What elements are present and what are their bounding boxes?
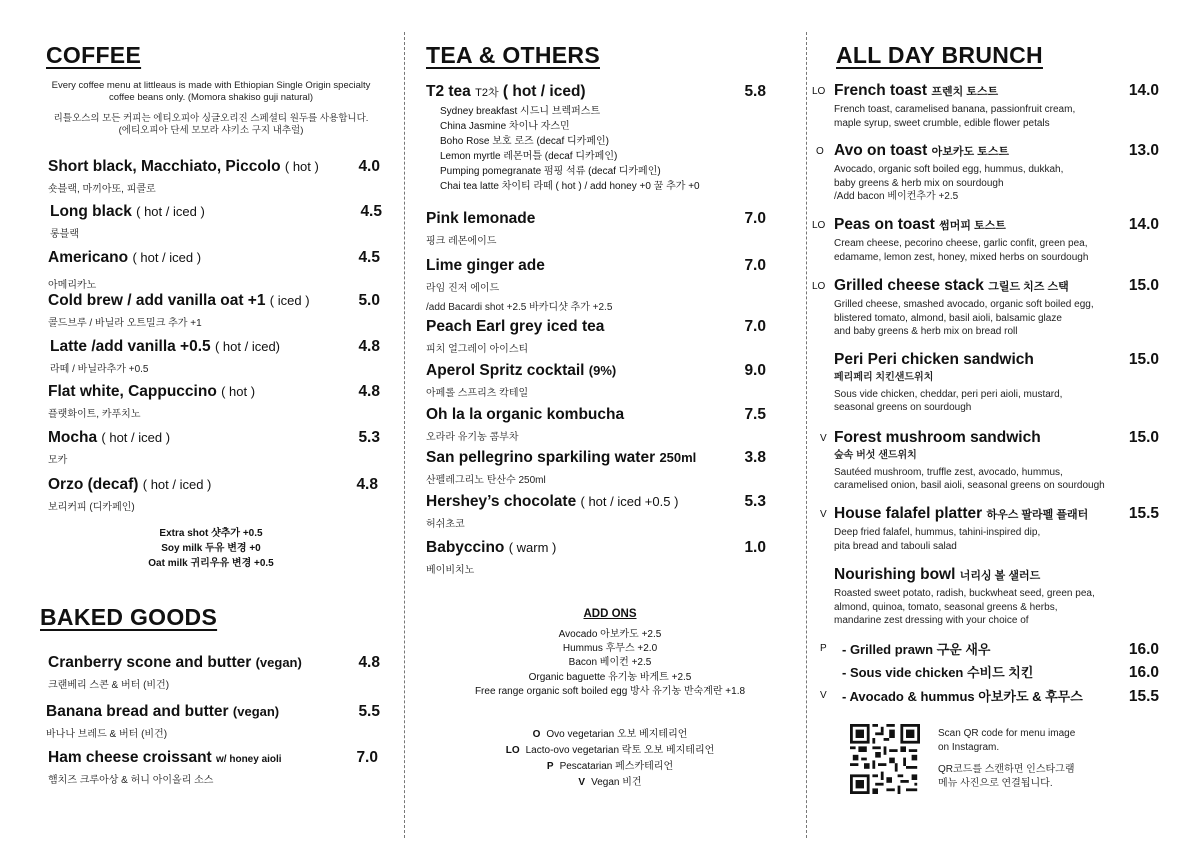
item-price: 3.8: [744, 449, 766, 466]
item-price: 5.8: [744, 83, 766, 100]
item-korean: 햄치즈 크루아상 & 허니 아이올리 소스: [48, 775, 214, 786]
item-korean: 바나나 브레드 & 버터 (비건): [46, 729, 168, 740]
t2-varieties: Sydney breakfast 시드니 브렉퍼스트 China Jasmine 차이나 자스민 Boho Rose 보호 로즈 (decaf 디카페인) Lemon myrtle 레몬머틀 (decaf 디카페인) Pumping pomegranate 펌핑 석류 (decaf 디카페인) Chai tea latte 차이티 라떼 ( hot ) / add honey +0 꿀 추가 +0: [440, 106, 700, 192]
item-description: Roasted sweet potato, radish, buckwheat seed, green pea, almond, quinoa, tomato, seasonal greens & herbs, mandarine zest dressing with your choice of: [834, 588, 1095, 626]
item-korean: 오라라 유기농 콤부차: [426, 432, 519, 443]
bowl-choice: [820, 686, 1159, 706]
item-name: Aperol Spritz cocktail (9%): [426, 362, 617, 379]
item-name: Peas on toast 썸머피 토스트: [834, 216, 1006, 233]
item-price: 7.0: [356, 749, 378, 766]
item-korean: 롱블랙: [50, 229, 79, 240]
drink-item: [426, 210, 766, 247]
diet-tag: O: [816, 146, 824, 157]
drink-item: [426, 406, 766, 443]
legend-row: O Ovo vegetarian 오보 베지테리언: [532, 729, 688, 740]
coffee-item: [48, 476, 378, 513]
item-price: 4.0: [358, 158, 380, 175]
item-name: Oh la la organic kombucha: [426, 406, 625, 423]
item-name: Banana bread and butter (vegan): [46, 703, 280, 720]
item-price: 5.5: [358, 703, 380, 720]
brunch-item: [812, 82, 1159, 130]
brunch-item: [812, 277, 1159, 339]
column-divider-right: [806, 32, 807, 838]
legend-row: LO Lacto-ovo vegetarian 락토 오보 베지테리언: [505, 745, 715, 756]
item-name: House falafel platter 하우스 팔라펠 플래터: [834, 505, 1089, 522]
add-ons-title: ADD ONS: [583, 608, 637, 620]
drink-item: [426, 362, 766, 399]
item-name: Latte /add vanilla +0.5 ( hot / iced): [50, 338, 281, 355]
item-korean: 핑크 레몬에이드: [426, 236, 497, 247]
item-name: T2 tea T2차 ( hot / iced): [426, 83, 586, 100]
coffee-note-kr1: 리틀오스의 모든 커피는 에티오피아 싱글오리진 스페셜티 원두를 사용합니다.: [53, 113, 369, 124]
item-price: 15.0: [1128, 429, 1159, 446]
item-price: 7.0: [744, 318, 766, 335]
item-korean: 허쉬초코: [426, 519, 465, 530]
item-korean: 베이비치노: [426, 565, 475, 576]
item-price: 9.0: [744, 362, 766, 379]
item-korean: 모카: [48, 455, 68, 466]
addon-line: Free range organic soft boiled egg 방사 유기농 반숙계란 +1.8: [474, 685, 746, 697]
coffee-note-kr2: (에티오피아 단세 모모라 샤키소 구지 내추럴): [118, 125, 304, 136]
item-price: 16.0: [1128, 664, 1159, 681]
item-price: 15.5: [1128, 505, 1159, 522]
brunch-item: [812, 216, 1159, 264]
coffee-item: [48, 292, 380, 329]
t2-tea-item: [426, 83, 766, 194]
coffee-item: [48, 158, 380, 195]
item-price: 7.5: [744, 406, 766, 423]
drink-item: [426, 493, 766, 530]
item-name: Ham cheese croissant w/ honey aioli: [48, 749, 282, 766]
drink-item: [426, 318, 766, 355]
item-name: Avo on toast 아보카도 토스트: [834, 142, 1010, 159]
item-name: - Avocado & hummus 아보카도 & 후무스: [842, 689, 1083, 704]
item-name: San pellegrino sparkiling water 250ml: [426, 449, 697, 466]
drink-item: [426, 539, 766, 576]
column-divider-left: [404, 32, 405, 838]
item-name: Nourishing bowl 너리싱 볼 샐러드: [834, 566, 1041, 583]
coffee-item: [48, 249, 380, 291]
qr-code-icon[interactable]: [850, 724, 920, 794]
item-name: Short black, Macchiato, Piccolo ( hot ): [48, 158, 319, 175]
diet-tag: LO: [812, 281, 826, 292]
coffee-item: [50, 338, 380, 375]
diet-tag: V: [820, 433, 827, 444]
item-price: 14.0: [1128, 216, 1159, 233]
item-name: Americano ( hot / iced ): [48, 249, 202, 266]
brunch-item: [820, 429, 1159, 493]
item-korean: 산펠레그리노 탄산수 250ml: [426, 475, 546, 486]
item-price: 13.0: [1128, 142, 1159, 159]
add-ons-list: [424, 628, 796, 699]
diet-tag: LO: [812, 220, 826, 231]
item-description: Deep fried falafel, hummus, tahini-inspired dip, pita bread and tabouli salad: [834, 527, 1041, 552]
item-name: Pink lemonade: [426, 210, 536, 227]
drink-item: [426, 449, 766, 486]
drink-item: [426, 257, 766, 313]
item-name: Cold brew / add vanilla oat +1 ( iced ): [48, 292, 310, 309]
item-name: Peach Earl grey iced tea: [426, 318, 605, 335]
item-name: Cranberry scone and butter (vegan): [48, 654, 302, 671]
item-price: 5.0: [358, 292, 380, 309]
item-name: Babyccino ( warm ): [426, 539, 557, 556]
coffee-item: [48, 429, 380, 466]
item-name: Lime ginger ade: [426, 257, 545, 274]
baked-goods-title: BAKED GOODS: [40, 604, 218, 630]
legend-row: V Vegan 비건: [578, 777, 642, 788]
item-name: - Sous vide chicken 수비드 치킨: [842, 665, 1034, 680]
coffee-title: COFFEE: [46, 42, 142, 68]
item-price: 4.8: [358, 383, 380, 400]
item-price: 4.5: [358, 249, 380, 266]
addon-line: Hummus 후무스 +2.0: [562, 643, 658, 655]
item-korean: 보리커피 (디카페인): [48, 502, 135, 513]
brunch-item: [834, 351, 1159, 415]
diet-legend: [424, 727, 796, 791]
extra-line: Soy milk 두유 변경 +0: [161, 543, 261, 554]
item-description: Grilled cheese, smashed avocado, organic soft boiled egg, blistered tomato, almond, basil aioli, balsamic glaze and baby greens & herb mix on bread roll: [834, 299, 1094, 337]
item-korean: 플랫화이트, 카푸치노: [48, 409, 141, 420]
item-name: Mocha ( hot / iced ): [48, 429, 171, 446]
tea-title: TEA & OTHERS: [426, 42, 600, 68]
item-korean: 라떼 / 바닐라추가 +0.5: [50, 364, 149, 375]
item-price: 4.8: [358, 338, 380, 355]
item-addon: /add Bacardi shot +2.5 바카디샷 추가 +2.5: [426, 302, 613, 313]
item-price: 14.0: [1128, 82, 1159, 99]
item-description: Sautéed mushroom, truffle zest, avocado, hummus, caramelised onion, basil aioli, seasonal greens on sourdough: [834, 466, 1105, 491]
nourishing-bowl: [834, 566, 1159, 628]
brunch-item: [820, 505, 1159, 553]
item-price: 4.8: [358, 654, 380, 671]
brunch-title: ALL DAY BRUNCH: [836, 42, 1043, 68]
diet-tag: V: [820, 509, 827, 520]
item-korean: 숲속 버섯 샌드위치: [834, 450, 917, 461]
item-korean: 크랜베리 스콘 & 버터 (비건): [48, 680, 170, 691]
item-price: 7.0: [744, 210, 766, 227]
item-description: Sous vide chicken, cheddar, peri peri aioli, mustard, seasonal greens on sourdough: [834, 388, 1063, 413]
item-korean: 피치 얼그레이 아이스티: [426, 344, 529, 355]
item-price: 5.3: [358, 429, 380, 446]
extra-line: Extra shot 샷추가 +0.5: [159, 528, 263, 539]
item-price: 15.5: [1128, 688, 1159, 705]
item-korean: 아메리카노: [48, 280, 97, 291]
coffee-extras: [40, 526, 382, 571]
bowl-choice: [820, 639, 1159, 659]
diet-tag: LO: [812, 86, 826, 97]
item-name: Long black ( hot / iced ): [50, 203, 205, 220]
item-price: 1.0: [744, 539, 766, 556]
item-description: Cream cheese, pecorino cheese, garlic confit, green pea, edamame, lemon zest, honey, mixed herbs on sourdough: [834, 238, 1089, 263]
extra-line: Oat milk 귀리우유 변경 +0.5: [148, 558, 274, 569]
item-name: Orzo (decaf) ( hot / iced ): [48, 476, 212, 493]
baked-item: [48, 749, 378, 786]
item-description: French toast, caramelised banana, passionfruit cream, maple syrup, sweet crumble, edible flower petals: [834, 104, 1076, 129]
baked-item: [46, 703, 380, 740]
item-price: 4.5: [360, 203, 382, 220]
item-price: 5.3: [744, 493, 766, 510]
item-korean: 라임 진저 에이드: [426, 283, 500, 294]
item-korean: 아페롤 스프리츠 칵테일: [426, 388, 529, 399]
legend-row: P Pescatarian 페스카테리언: [546, 761, 674, 772]
item-name: French toast 프렌치 토스트: [834, 82, 999, 99]
item-name: Peri Peri chicken sandwich: [834, 351, 1034, 368]
qr-caption: Scan QR code for menu image on Instagram. QR코드를 스캔하면 인스타그램 메뉴 사진으로 연결됩니다.: [938, 728, 1076, 789]
add-ons-section: [424, 608, 796, 699]
item-name: Grilled cheese stack 그릴드 치즈 스택: [834, 277, 1069, 294]
item-name: - Grilled prawn 구운 새우: [842, 642, 991, 657]
item-description: Avocado, organic soft boiled egg, hummus, dukkah, baby greens & herb mix on sourdough /Add bacon 베이컨추가 +2.5: [834, 164, 1064, 202]
addon-line: Bacon 베이컨 +2.5: [568, 657, 652, 669]
coffee-note-en: Every coffee menu at littleaus is made with Ethiopian Single Origin specialty coffee beans only. (Momora shakiso guji natural): [51, 80, 371, 103]
bowl-choice: [842, 662, 1159, 682]
item-price: 4.8: [356, 476, 378, 493]
item-price: 15.0: [1128, 277, 1159, 294]
brunch-item: [816, 142, 1159, 204]
item-price: 16.0: [1128, 641, 1159, 658]
item-name: Flat white, Cappuccino ( hot ): [48, 383, 256, 400]
addon-line: Avocado 아보카도 +2.5: [558, 629, 662, 640]
item-name: Forest mushroom sandwich: [834, 429, 1041, 446]
item-korean: 페리페리 치킨샌드위치: [834, 372, 934, 383]
item-price: 7.0: [744, 257, 766, 274]
item-price: 15.0: [1128, 351, 1159, 368]
item-korean: 숏블랙, 마끼아또, 피콜로: [48, 184, 156, 195]
item-name: Hershey’s chocolate ( hot / iced +0.5 ): [426, 493, 679, 510]
coffee-item: [50, 203, 382, 240]
baked-item: [48, 654, 380, 691]
diet-tag: V: [820, 690, 827, 701]
item-korean: 콜드브루 / 바닐라 오트밀크 추가 +1: [48, 318, 202, 329]
addon-line: Organic baguette 유기농 바게트 +2.5: [528, 671, 692, 683]
coffee-item: [48, 383, 380, 420]
coffee-note: [40, 80, 382, 137]
diet-tag: P: [820, 643, 827, 654]
